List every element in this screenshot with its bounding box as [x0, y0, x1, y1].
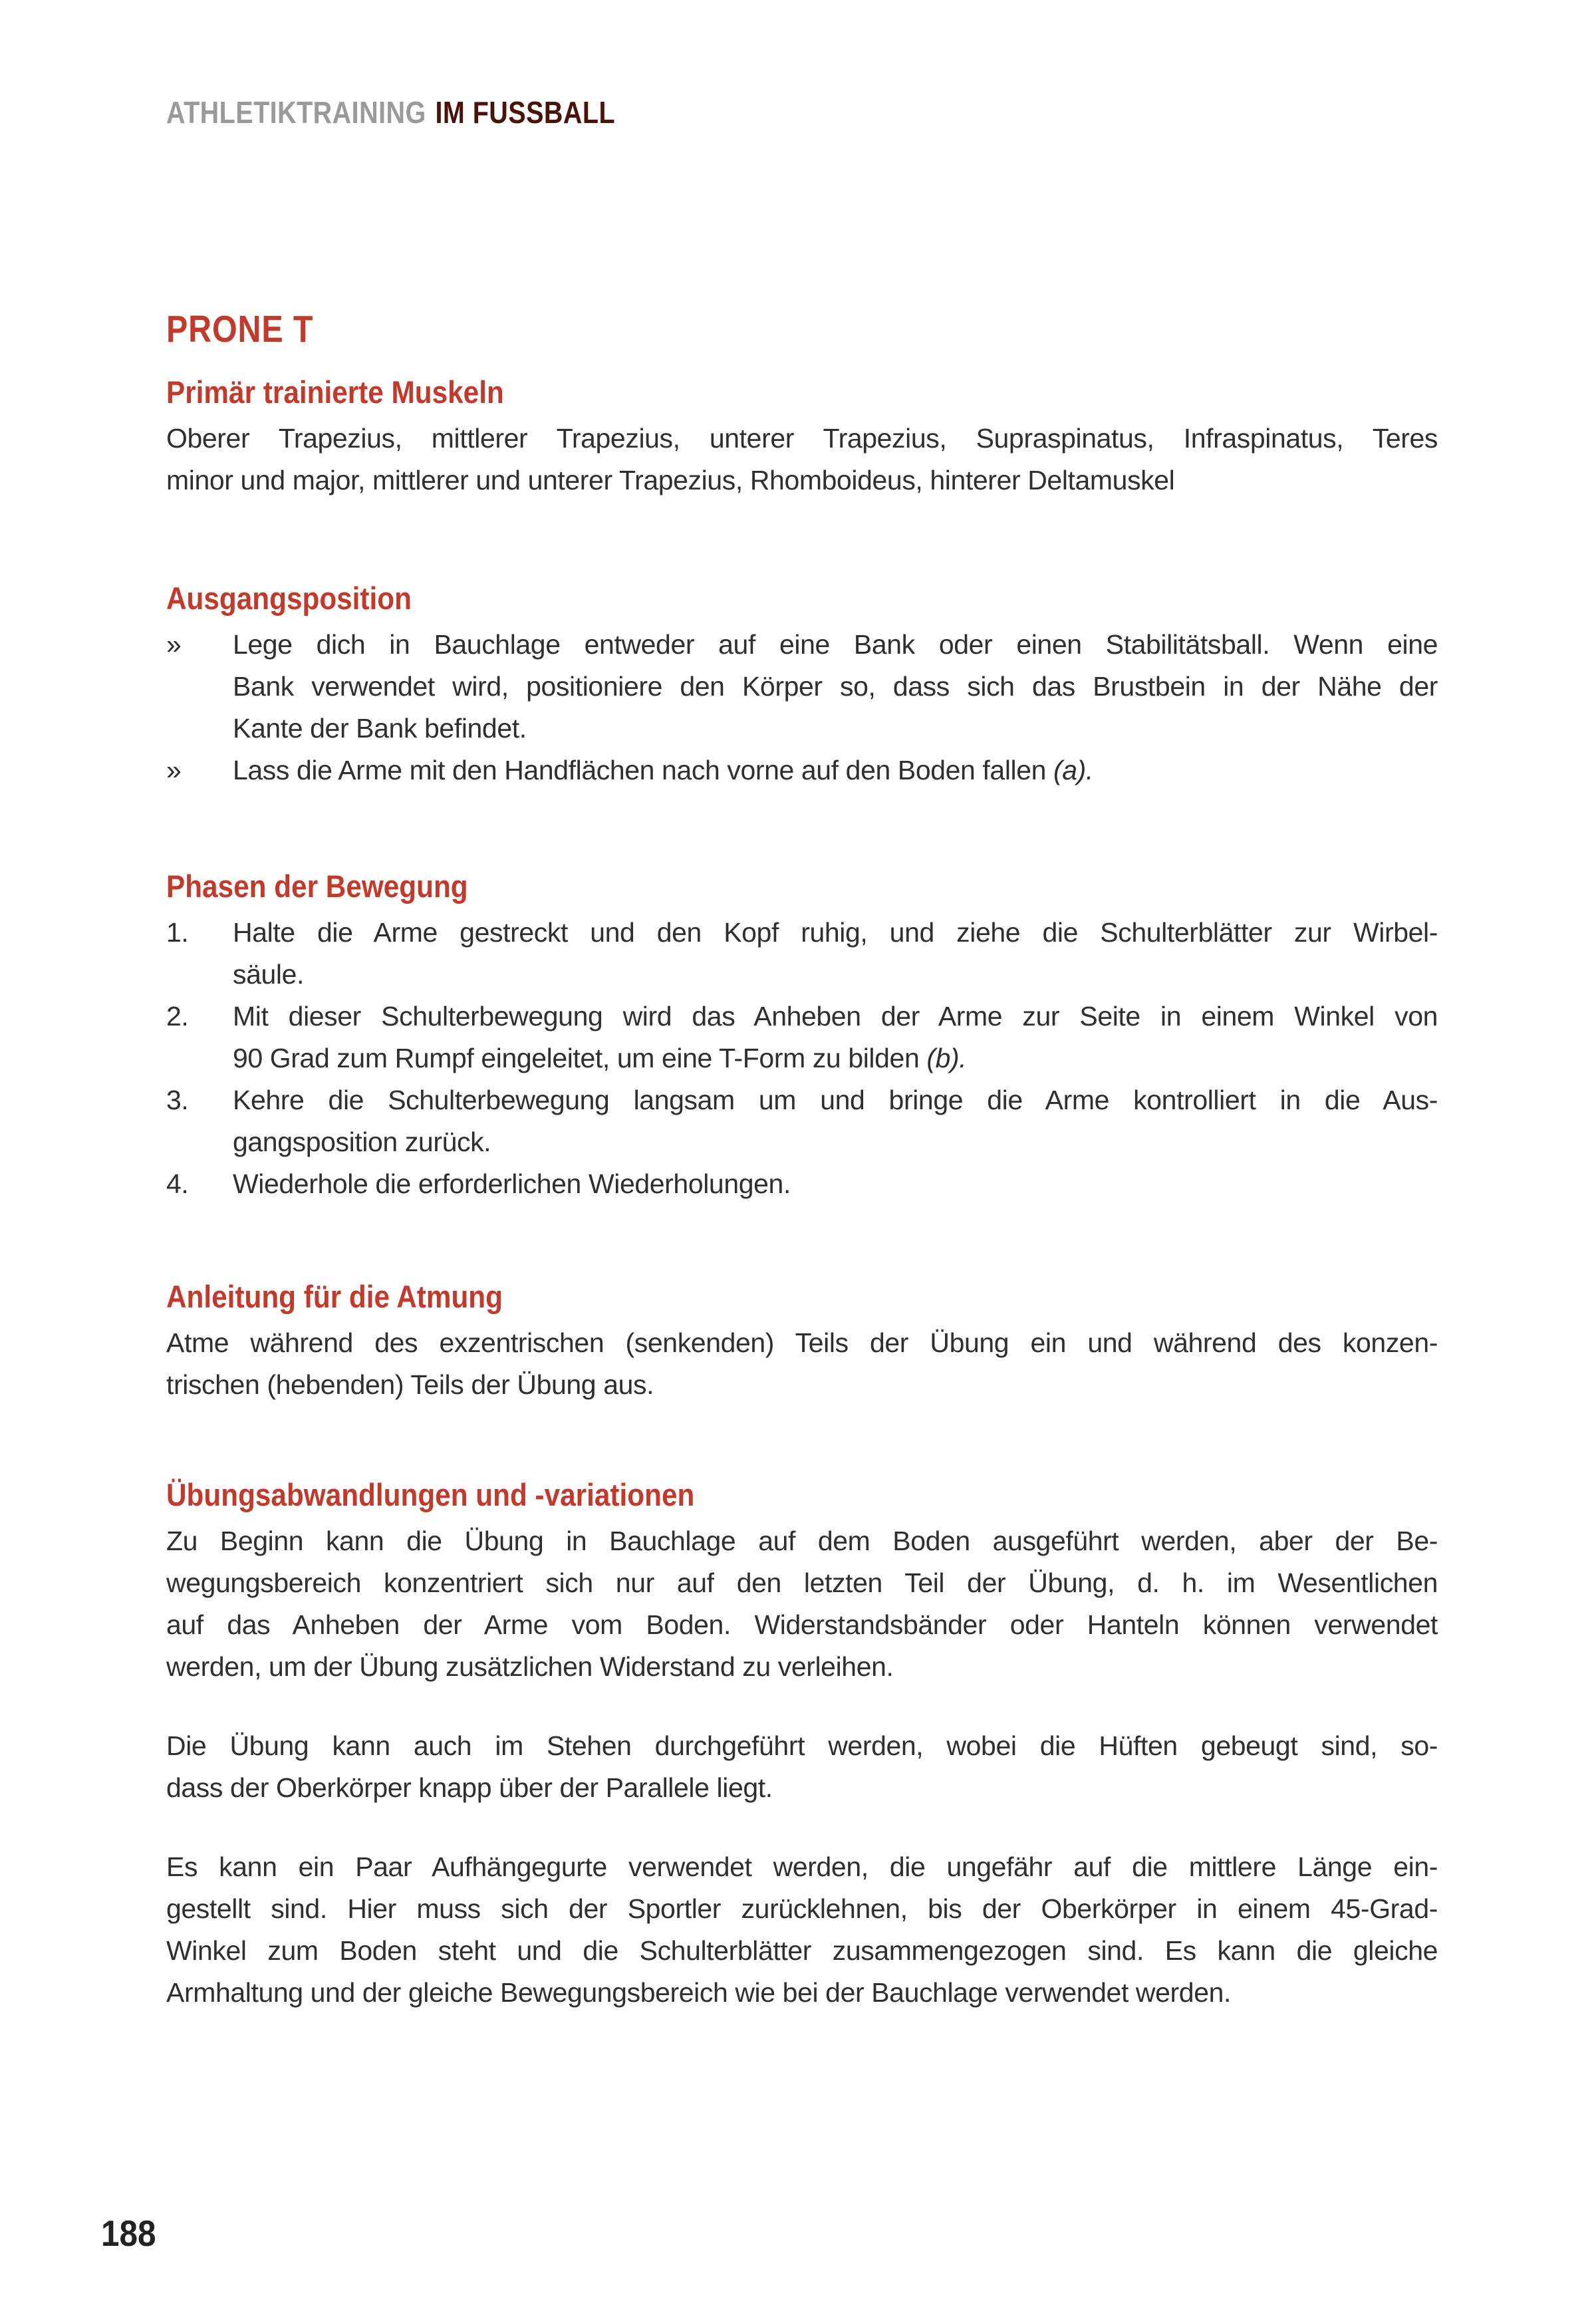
body-line: minor und major, mittlerer und unterer Trapezius, Rhomboideus, hinterer Deltamuskel — [166, 465, 1175, 495]
section-variations — [166, 1476, 1438, 2014]
section-heading-phases: Phasen der Bewegung — [166, 869, 468, 904]
body-line: säule. — [233, 959, 305, 990]
section-primary-muscles — [166, 374, 1438, 501]
numbered-item — [166, 1079, 1438, 1163]
body-line: Oberer Trapezius, mittlerer Trapezius, unterer Trapezius, Supraspinatus, Infraspinatus, Teres — [166, 423, 1438, 454]
body-line: gestellt sind. Hier muss sich der Sportler zurücklehnen, bis der Oberkörper in einem 45-Grad- — [166, 1893, 1438, 1924]
bullet-item — [166, 750, 1438, 791]
body-text: Lass die Arme mit den Handflächen nach vorne auf den Boden fallen — [233, 755, 1054, 785]
section-heading-start-position: Ausgangsposition — [166, 581, 412, 616]
numbered-item — [166, 912, 1438, 996]
figure-reference-a: (a). — [1053, 755, 1093, 785]
variations-paragraph-3 — [166, 1846, 1438, 2014]
exercise-title: PRONE T — [166, 308, 314, 351]
running-header — [166, 94, 615, 130]
item-number: 3. — [166, 1085, 189, 1115]
numbered-item-text — [233, 912, 1438, 996]
body-line: Wiederhole die erforderlichen Wiederholungen. — [233, 1168, 791, 1199]
running-header-book-subtitle: IM FUSSBALL — [435, 95, 616, 130]
breathing-paragraph — [166, 1322, 1438, 1406]
body-line: auf das Anheben der Arme vom Boden. Widerstandsbänder oder Hanteln können verwendet — [166, 1609, 1438, 1640]
item-number: 4. — [166, 1168, 189, 1199]
body-line: Halte die Arme gestreckt und den Kopf ruhig, und ziehe die Schulterblätter zur Wirbel- — [233, 917, 1438, 948]
muscles-paragraph — [166, 418, 1438, 501]
numbered-item-text — [233, 1163, 1438, 1205]
section-movement-phases — [166, 868, 1438, 1205]
numbered-item — [166, 1163, 1438, 1205]
body-line: Atme während des exzentrischen (senkenden) Teils der Übung ein und während des konzen- — [166, 1327, 1438, 1358]
numbered-item-text — [233, 1079, 1438, 1163]
item-number: 1. — [166, 917, 189, 948]
body-line: gangsposition zurück. — [233, 1127, 491, 1157]
body-line: Mit dieser Schulterbewegung wird das Anheben der Arme zur Seite in einem Winkel von — [233, 1001, 1438, 1031]
body-line: Lege dich in Bauchlage entweder auf eine Bank oder einen Stabilitätsball. Wenn eine — [233, 629, 1438, 660]
body-line: Zu Beginn kann die Übung in Bauchlage auf dem Boden ausgeführt werden, aber der Be- — [166, 1526, 1438, 1556]
body-line — [233, 1037, 1438, 1079]
section-heading-muscles: Primär trainierte Muskeln — [166, 374, 504, 410]
section-heading-variations: Übungsabwandlungen und -variationen — [166, 1477, 695, 1512]
guillemet-bullet-icon: » — [166, 755, 182, 785]
bullet-item — [166, 624, 1438, 750]
variations-paragraph-1 — [166, 1520, 1438, 1688]
body-line: Armhaltung und der gleiche Bewegungsbereich wie bei der Bauchlage verwendet werden. — [166, 1977, 1231, 2008]
body-line: Es kann ein Paar Aufhängegurte verwendet werden, die ungefähr auf die mittlere Länge ein- — [166, 1851, 1438, 1882]
body-line: Kante der Bank befindet. — [233, 713, 527, 744]
page-number: 188 — [101, 2213, 156, 2254]
section-start-position — [166, 580, 1438, 791]
body-line: Bank verwendet wird, positioniere den Körper so, dass sich das Brustbein in der Nähe der — [233, 671, 1438, 702]
item-number: 2. — [166, 1001, 189, 1031]
running-header-book-title: ATHLETIKTRAINING — [166, 95, 426, 130]
variations-paragraph-2 — [166, 1725, 1438, 1809]
bullet-item-text — [233, 750, 1438, 791]
guillemet-bullet-icon: » — [166, 629, 182, 660]
numbered-item — [166, 996, 1438, 1079]
body-text: 90 Grad zum Rumpf eingeleitet, um eine T-Form zu bilden — [233, 1043, 927, 1073]
body-line: Kehre die Schulterbewegung langsam um und bringe die Arme kontrolliert in die Aus- — [233, 1085, 1438, 1115]
body-line: dass der Oberkörper knapp über der Parallele liegt. — [166, 1772, 773, 1803]
bullet-item-text — [233, 624, 1438, 750]
body-line: werden, um der Übung zusätzlichen Widerstand zu verleihen. — [166, 1651, 894, 1682]
body-line: Winkel zum Boden steht und die Schulterblätter zusammengezogen sind. Es kann die gleiche — [166, 1935, 1438, 1966]
body-line: wegungsbereich konzentriert sich nur auf den letzten Teil der Übung, d. h. im Wesentlichen — [166, 1568, 1438, 1598]
figure-reference-b: (b). — [926, 1043, 967, 1073]
body-line: trischen (hebenden) Teils der Übung aus. — [166, 1369, 654, 1400]
body-line — [233, 750, 1438, 791]
body-line: Die Übung kann auch im Stehen durchgeführt werden, wobei die Hüften gebeugt sind, so- — [166, 1730, 1438, 1761]
section-breathing — [166, 1278, 1438, 1406]
numbered-item-text — [233, 996, 1438, 1079]
section-heading-breathing: Anleitung für die Atmung — [166, 1279, 503, 1314]
